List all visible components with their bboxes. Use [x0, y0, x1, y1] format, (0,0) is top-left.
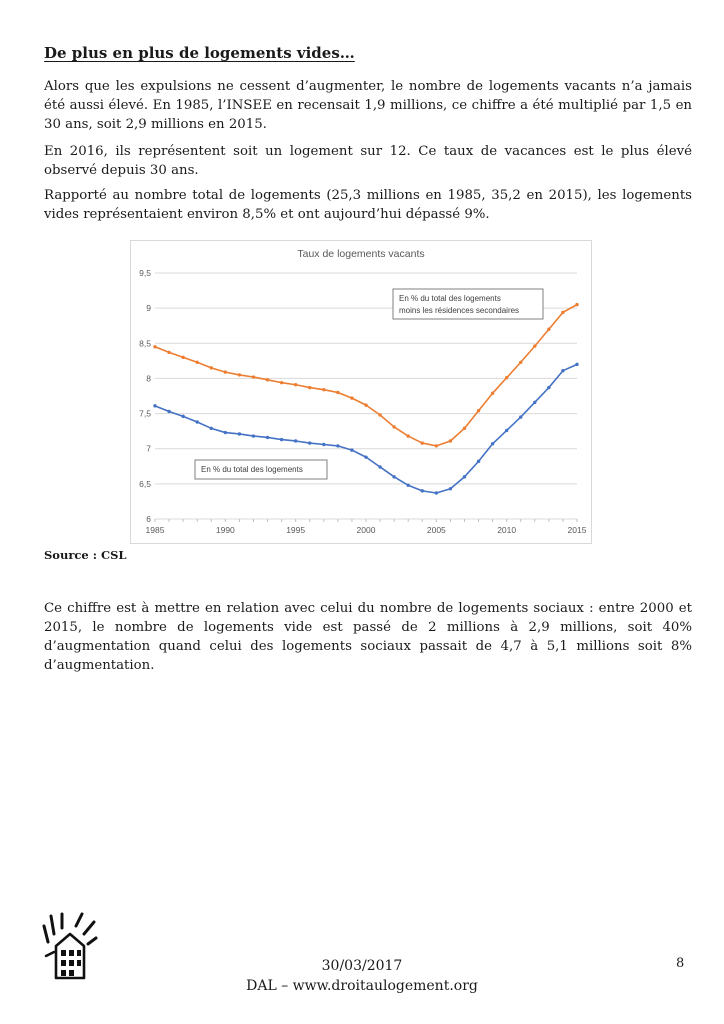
- data-point: [252, 434, 255, 437]
- data-point: [463, 427, 466, 430]
- data-point: [280, 438, 283, 441]
- data-point: [533, 401, 536, 404]
- data-point: [561, 311, 564, 314]
- vacancy-rate-chart: [130, 240, 592, 544]
- paragraph-total-housing: Rapporté au nombre total de logements (25,3 millions en 1985, 35,2 en 2015), les logements vides représentaient environ 8,5% et ont aujourd’hui dépassé 9%.: [44, 188, 692, 222]
- x-tick-label: 1995: [286, 525, 306, 535]
- data-point: [547, 386, 550, 389]
- data-point: [224, 370, 227, 373]
- data-point: [252, 375, 255, 378]
- data-point: [308, 441, 311, 444]
- series-label-text: moins les résidences secondaires: [399, 306, 520, 315]
- data-point: [477, 409, 480, 412]
- data-point: [336, 444, 339, 447]
- data-point: [392, 475, 395, 478]
- data-point: [533, 344, 536, 347]
- y-tick-label: 9: [146, 303, 151, 314]
- data-point: [350, 396, 353, 399]
- y-tick-label: 6,5: [139, 478, 151, 489]
- paragraph-social-housing: Ce chiffre est à mettre en relation avec celui du nombre de logements sociaux : entre 2000 et 2015, le nombre de logements vide est passé de 2 millions à 2,9 millions, soit 40% d’augmentation quand celui des logements sociaux passait de 4,7 à 5,1 millions soit 8% d’augmentation.: [44, 601, 692, 673]
- data-point: [407, 484, 410, 487]
- data-point: [153, 404, 156, 407]
- x-tick-label: 2005: [426, 525, 446, 535]
- data-point: [435, 444, 438, 447]
- data-point: [167, 351, 170, 354]
- data-point: [491, 442, 494, 445]
- chart-source: Source : CSL: [44, 548, 127, 562]
- data-point: [266, 436, 269, 439]
- data-point: [167, 410, 170, 413]
- y-tick-label: 9,5: [139, 268, 151, 278]
- x-tick-label: 2010: [497, 525, 517, 535]
- paragraph-2016-rate: En 2016, ils représentent soit un logement sur 12. Ce taux de vacances est le plus élevé observé depuis 30 ans.: [44, 144, 692, 178]
- x-tick-label: 1985: [145, 525, 165, 535]
- series-label-text: En % du total des logements: [201, 465, 303, 474]
- data-point: [421, 489, 424, 492]
- data-point: [364, 455, 367, 458]
- data-point: [238, 373, 241, 376]
- chart-title: Taux de logements vacants: [297, 248, 425, 260]
- data-point: [378, 465, 381, 468]
- data-point: [561, 369, 564, 372]
- data-point: [322, 388, 325, 391]
- data-point: [266, 378, 269, 381]
- data-point: [364, 403, 367, 406]
- data-point: [308, 386, 311, 389]
- data-point: [294, 439, 297, 442]
- section-heading: De plus en plus de logements vides…: [44, 44, 355, 62]
- data-point: [463, 475, 466, 478]
- page-number: 8: [676, 956, 685, 971]
- data-point: [505, 429, 508, 432]
- footer-date: 30/03/2017: [321, 958, 403, 974]
- data-point: [350, 448, 353, 451]
- data-point: [435, 491, 438, 494]
- data-point: [181, 415, 184, 418]
- data-point: [519, 361, 522, 364]
- chart-svg: [131, 241, 591, 543]
- y-tick-label: 8: [146, 373, 151, 384]
- data-point: [505, 376, 508, 379]
- footer-site: DAL – www.droitaulogement.org: [246, 978, 478, 994]
- data-point: [491, 391, 494, 394]
- data-point: [210, 366, 213, 369]
- data-point: [449, 487, 452, 490]
- data-point: [449, 439, 452, 442]
- dal-logo-icon: [42, 912, 98, 986]
- data-point: [519, 415, 522, 418]
- data-point: [196, 361, 199, 364]
- y-tick-label: 7,5: [139, 408, 151, 419]
- data-point: [392, 425, 395, 428]
- data-point: [407, 434, 410, 437]
- y-tick-label: 6: [146, 514, 151, 524]
- data-point: [336, 391, 339, 394]
- data-point: [224, 431, 227, 434]
- data-point: [322, 443, 325, 446]
- data-point: [477, 460, 480, 463]
- data-point: [547, 328, 550, 331]
- data-point: [421, 441, 424, 444]
- x-tick-label: 2000: [356, 525, 376, 535]
- data-point: [378, 413, 381, 416]
- x-tick-label: 1990: [215, 525, 235, 535]
- y-tick-label: 8,5: [139, 338, 151, 349]
- data-point: [280, 381, 283, 384]
- data-point: [294, 383, 297, 386]
- y-tick-label: 7: [146, 443, 151, 454]
- data-point: [181, 356, 184, 359]
- data-point: [153, 345, 156, 348]
- data-point: [238, 432, 241, 435]
- data-point: [210, 427, 213, 430]
- paragraph-expulsions: Alors que les expulsions ne cessent d’augmenter, le nombre de logements vacants n’a jamais été aussi élevé. En 1985, l’INSEE en recensait 1,9 millions, ce chiffre a été multiplié par 1,5 en 30 ans, soit 2,9 millions en 2015.: [44, 79, 692, 132]
- data-point: [575, 363, 578, 366]
- x-tick-label: 2015: [567, 525, 587, 535]
- series-label-text: En % du total des logements: [399, 294, 501, 303]
- data-point: [196, 420, 199, 423]
- data-point: [575, 303, 578, 306]
